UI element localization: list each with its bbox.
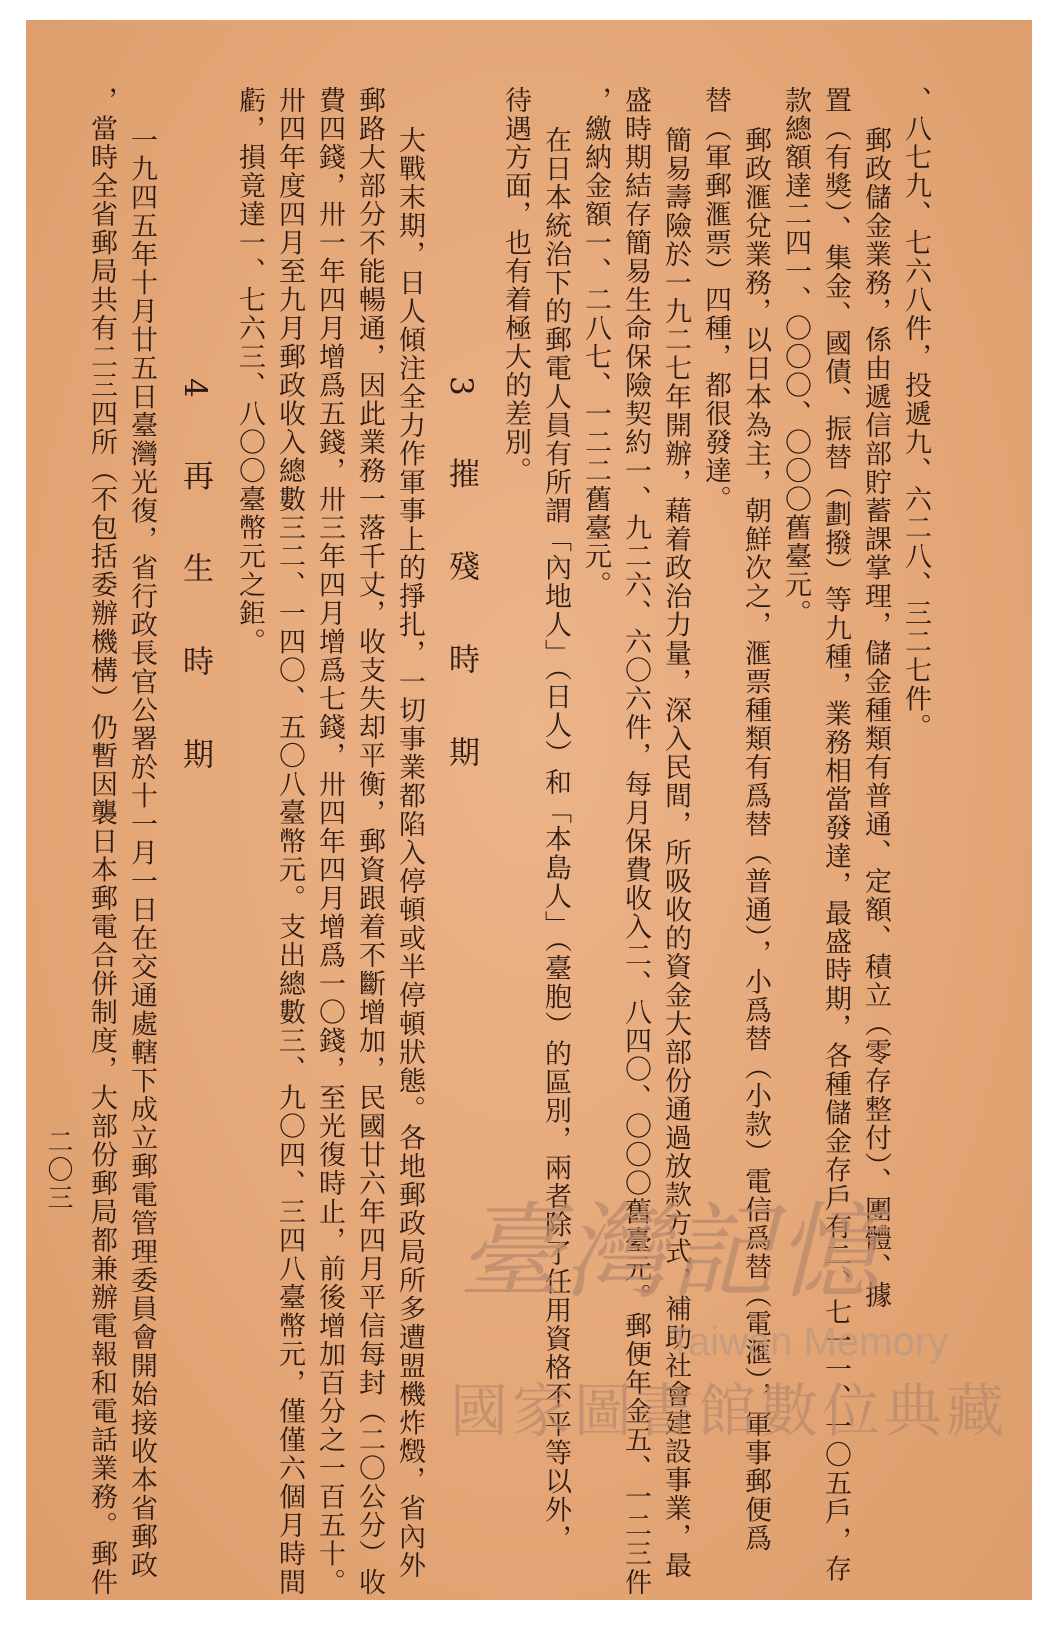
text-column-10: 在日本統治下的郵電人員有所謂「內地人」（日人）和「本島人」（臺胞）的區別，兩者除了任用資格不平等以外， (540, 126, 571, 1553)
page-number: 二〇三 (43, 1128, 73, 1212)
text-column-17: 一九四五年十月廿五日臺灣光復，省行政長官公署於十一月一日在交通處轄下成立郵電管理委員會開始接收本省郵政 (126, 126, 157, 1580)
watermark-subtitle: 國家圖書館數位典藏 (450, 1377, 1009, 1445)
section-heading-4: 4 再 生 時 期 (177, 378, 213, 796)
text-column-7: 簡易壽險於一九二七年開辦，藉着政治力量，深入民間，所吸收的資金大部份通過放款方式，補助社會建設事業，最 (660, 126, 691, 1580)
text-column-12: 大戰末期，日人傾注全力作軍事上的掙扎，一切事業都陷入停頓或半停頓狀態。各地郵政局所多遭盟機炸燬，省內外 (394, 126, 425, 1580)
text-column-13: 郵路大部分不能暢通，因此業務一落千丈，收支失却平衡，郵資跟着不斷增加，民國廿六年四月平信每封（二〇公分）收 (354, 86, 385, 1597)
text-column-9: ，繳納金額一、二八七、一二二舊臺元。 (580, 86, 611, 599)
watermark-english: Taiwan Memory (668, 1320, 949, 1364)
text-column-16: 虧，損竟達一、七六三、八〇〇臺幣元之鉅。 (234, 86, 265, 656)
watermark-logo: 臺灣記憶 (458, 1191, 883, 1313)
text-column-1: 、八七九、七六八件，投遞九、六二八、三二七件。 (900, 86, 931, 742)
text-column-2: 郵政儲金業務，係由遞信部貯蓄課掌理，儲金種類有普通、定額、積立（零存整付）、團體、據 (860, 126, 891, 1310)
text-column-15: 卅四年度四月至九月郵政收入總數三二、一四〇、五〇八臺幣元。支出總數三、九〇四、三四八臺幣元，僅僅六個月時間 (274, 86, 305, 1597)
text-column-14: 費四錢，卅一年四月增爲五錢，卅三年四月增爲七錢，卅四年四月增爲一〇錢，至光復時止，前後增加百分之一百五十。 (314, 86, 345, 1597)
text-column-11: 待遇方面，也有着極大的差別。 (500, 86, 531, 485)
text-column-6: 替（軍郵滙票）四種，都很發達。 (700, 86, 731, 514)
text-column-4: 款總額達二四一、〇〇〇、〇〇〇舊臺元。 (780, 86, 811, 628)
text-column-3: 置（有獎）、集金、國債、振替（劃撥）等九種，業務相當發達，最盛時期，各種儲金存戶有二、七一一、一〇五戶，存 (820, 86, 851, 1583)
section-heading-3: 3 摧 殘 時 期 (443, 376, 479, 794)
text-column-8: 盛時期結存簡易生命保險契約一、九二六、六〇六件，每月保費收入二、八四〇、〇〇〇舊臺元。郵便年金五、一二三件 (620, 86, 651, 1597)
text-column-18: ，當時全省郵局共有二三四所（不包括委辦機構）仍暫因襲日本郵電合併制度，大部份郵局都兼辦電報和電話業務。郵件 (86, 86, 117, 1597)
text-column-5: 郵政滙兌業務，以日本為主，朝鮮次之，滙票種類有爲替（普通），小爲替（小款）電信爲替（電滙），軍事郵便爲 (740, 126, 771, 1553)
